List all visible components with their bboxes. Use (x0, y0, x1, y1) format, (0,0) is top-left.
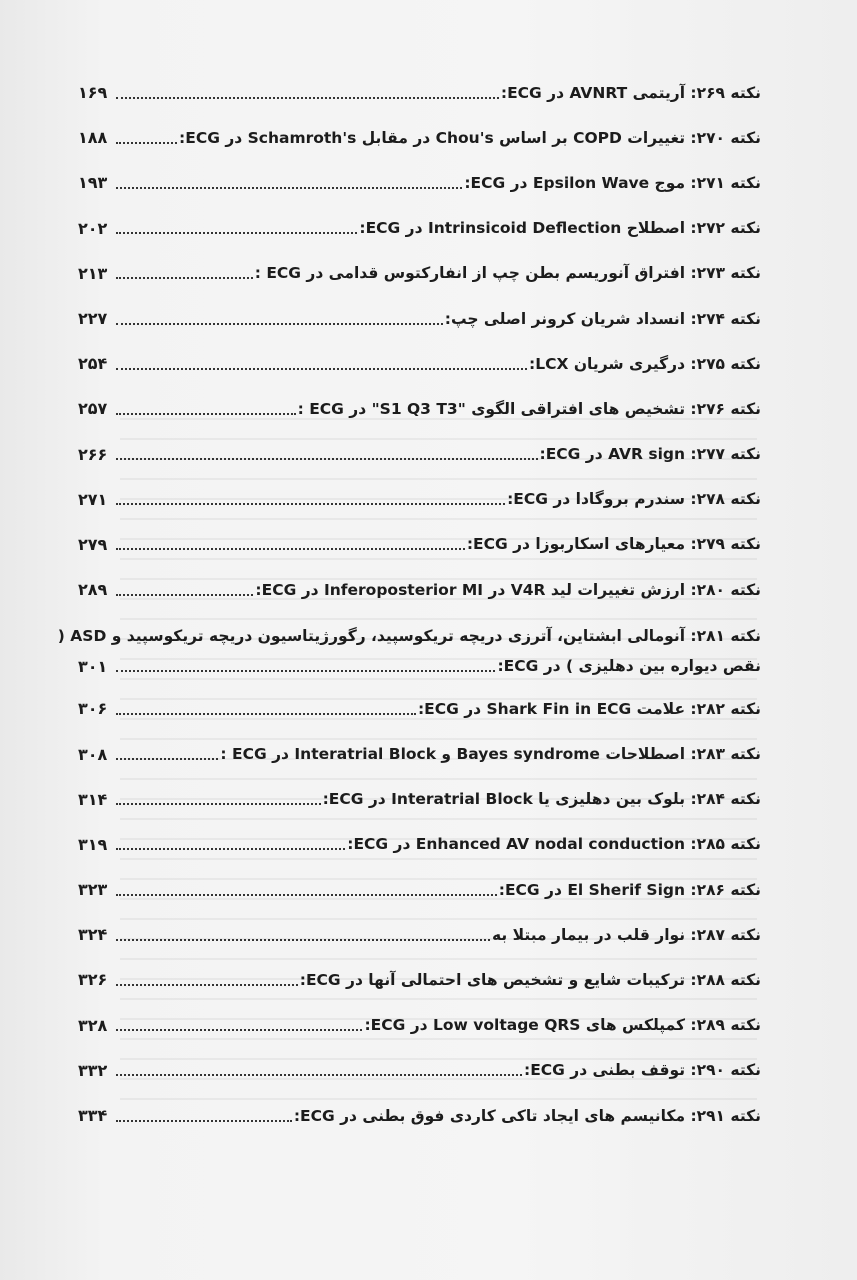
toc-page-number: ۳۲۶ (78, 970, 108, 990)
toc-page-number: ۱۶۹ (78, 83, 108, 103)
dot-leader (116, 1120, 292, 1122)
toc-entry (78, 1003, 761, 1048)
dot-leader (116, 368, 527, 370)
toc-entry (78, 432, 761, 477)
toc-entry (78, 386, 761, 431)
toc-page-number: ۳۰۱ (78, 656, 108, 676)
toc-entry (78, 251, 761, 296)
toc-entry (78, 296, 761, 341)
dot-leader (116, 594, 253, 596)
dot-leader (116, 277, 253, 279)
toc-page-number: ۲۶۶ (78, 444, 108, 464)
toc-entry-title-line2: نقص دیواره بین دهلیزی ) در ECG: (497, 657, 761, 676)
toc-entry-title: نکته ۲۷۶: تشخیص های افتراقی الگوی "S1 Q3 T3" در ECG : (297, 399, 761, 418)
toc-page-number: ۳۳۲ (78, 1060, 108, 1080)
toc-page-number: ۲۸۹ (78, 580, 108, 600)
toc-entry-title: نکته ۲۷۷: AVR sign در ECG: (539, 445, 761, 464)
dot-leader (116, 758, 218, 760)
table-of-contents (57, 70, 761, 1138)
toc-entry-title: نکته ۲۸۷: نوار قلب در بیمار مبتلا به (492, 925, 761, 944)
toc-entry (78, 115, 761, 160)
toc-entry-title: نکته ۲۸۸: ترکیبات شایع و تشخیص های احتمالی آنها در ECG: (299, 970, 761, 989)
toc-entry (78, 522, 761, 567)
toc-entry-title: نکته ۲۸۳: اصطلاحات Bayes syndrome و Interatrial Block در ECG : (220, 745, 761, 764)
toc-entry (78, 206, 761, 251)
toc-entry (78, 731, 761, 776)
dot-leader (116, 713, 416, 715)
toc-entry-title: نکته ۲۸۹: کمپلکس های Low voltage QRS در ECG: (364, 1016, 761, 1035)
toc-entry-title: نکته ۲۷۸: سندرم بروگادا در ECG: (507, 490, 761, 509)
toc-entry (78, 686, 761, 731)
toc-entry (78, 867, 761, 912)
toc-entry-line2 (78, 650, 761, 682)
dot-leader (116, 670, 495, 672)
toc-entry-title: نکته ۲۷۳: افتراق آنوریسم بطن چپ از انفارکتوس قدامی در ECG : (254, 264, 761, 283)
toc-page-number: ۳۱۴ (78, 789, 108, 809)
toc-page-number: ۲۲۷ (78, 309, 108, 329)
dot-leader (116, 848, 345, 850)
dot-leader (116, 803, 321, 805)
dot-leader (116, 187, 462, 189)
toc-entry (78, 1093, 761, 1138)
toc-entry-title: نکته ۲۷۱: موج Epsilon Wave در ECG: (464, 173, 761, 192)
toc-page-number: ۲۷۱ (78, 489, 108, 509)
toc-page-number: ۳۲۴ (78, 925, 108, 945)
toc-entry-title: نکته ۲۷۵: درگیری شریان LCX: (529, 354, 761, 373)
toc-page-number: ۳۱۹ (78, 834, 108, 854)
toc-entry-title: نکته ۲۷۹: معیارهای اسکاربوزا در ECG: (466, 535, 761, 554)
dot-leader (116, 548, 465, 550)
dot-leader (116, 984, 298, 986)
toc-page-number: ۳۲۳ (78, 880, 108, 900)
dot-leader (116, 232, 357, 234)
toc-entry (78, 777, 761, 822)
toc-page-number: ۳۳۴ (78, 1106, 108, 1126)
toc-entry (78, 912, 761, 957)
toc-entry-title: نکته ۲۹۰: توقف بطنی در ECG: (524, 1061, 761, 1080)
toc-entry-multiline (57, 612, 761, 682)
toc-entry (78, 477, 761, 522)
toc-entry (78, 567, 761, 612)
toc-entry-title: نکته ۲۸۵: Enhanced AV nodal conduction در ECG: (347, 835, 761, 854)
toc-entry-title: نکته ۲۸۴: بلوک بین دهلیزی یا Interatrial Block در ECG: (322, 790, 761, 809)
toc-entry-title: نکته ۲۸۶: El Sherif Sign در ECG: (498, 880, 761, 899)
toc-entry-title: نکته ۲۶۹: آریتمی AVNRT در ECG: (500, 83, 761, 102)
toc-entry-title: نکته ۲۷۴: انسداد شریان کرونر اصلی چپ: (444, 309, 761, 328)
dot-leader (116, 894, 497, 896)
dot-leader (116, 1074, 522, 1076)
toc-entry-title: نکته ۲۷۲: اصطلاح Intrinsicoid Deflection در ECG: (359, 219, 761, 238)
dot-leader (116, 413, 296, 415)
toc-entry-title: نکته ۲۸۰: ارزش تغییرات لید V4R در Inferoposterior MI در ECG: (255, 580, 761, 599)
toc-entry-title: نکته ۲۷۰: تغییرات COPD بر اساس Chou's در مقابل Schamroth's در ECG: (179, 128, 761, 147)
toc-entry-title: نکته ۲۹۱: مکانیسم های ایجاد تاکی کاردی فوق بطنی در ECG: (293, 1106, 761, 1125)
toc-entry (78, 341, 761, 386)
toc-entry (78, 1048, 761, 1093)
toc-entry (78, 822, 761, 867)
dot-leader (116, 323, 443, 325)
toc-entry (78, 957, 761, 1002)
toc-page-number: ۲۵۷ (78, 399, 108, 419)
toc-page-number: ۳۲۸ (78, 1015, 108, 1035)
dot-leader (116, 1029, 362, 1031)
toc-entry (78, 70, 761, 115)
toc-page-number: ۱۸۸ (78, 128, 108, 148)
toc-entry-title-line1: نکته ۲۸۱: آنومالی ابشتاین، آترزی دریچه تریکوسپید، رگورژیتاسیون دریچه تریکوسپید و ASD ( (57, 627, 761, 646)
toc-page-number: ۱۹۳ (78, 173, 108, 193)
toc-page-number: ۲۱۳ (78, 263, 108, 283)
toc-page-number: ۲۵۴ (78, 354, 108, 374)
dot-leader (116, 503, 505, 505)
dot-leader (116, 939, 490, 941)
dot-leader (116, 458, 538, 460)
toc-page-number: ۳۰۶ (78, 699, 108, 719)
toc-entry (78, 160, 761, 205)
toc-entry-title: نکته ۲۸۲: علامت Shark Fin in ECG در ECG: (417, 699, 761, 718)
dot-leader (116, 97, 499, 99)
toc-page-number: ۳۰۸ (78, 744, 108, 764)
toc-page-number: ۲۰۲ (78, 218, 108, 238)
toc-page-number: ۲۷۹ (78, 534, 108, 554)
dot-leader (116, 142, 177, 144)
